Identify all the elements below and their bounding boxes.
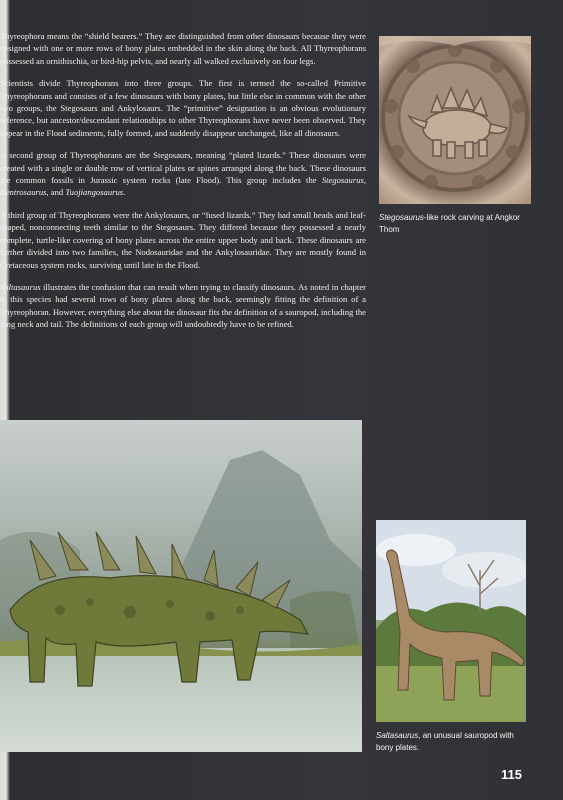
separator: , <box>363 175 366 186</box>
saltasaurus-photo <box>376 520 526 722</box>
paragraph-three-groups <box>0 77 366 139</box>
genus-name: Saltasaurus <box>0 281 41 292</box>
caption-genus: Saltasaurus <box>376 731 419 740</box>
paragraph-text: Scientists divide Thyreophorans into three groups. The first is termed the so-called Primitive Thyreophorans and consists of a few dinosaurs with bony plates, but little else in common with the other two groups, the Stegosaurs and Ankylosaurs. The “primitive” designation is an obvious evolutionary reference, but ancestor/descendant relationships to other Thyreophorans have never been observed. They appear in the Flood sediments, fully formed, and suddenly disappear unchanged, like all dinosaurs. <box>0 78 366 138</box>
stegosaurus-carving-photo <box>379 36 531 204</box>
genus-name: Stegosaurus <box>321 175 364 186</box>
separator: , and <box>46 187 66 198</box>
kentrosaurus-illustration <box>0 420 362 752</box>
saltasaurus-caption <box>376 730 531 754</box>
genus-name: Tuojiangosaurus <box>65 187 124 198</box>
genus-name: Kentrosaurus <box>0 187 47 198</box>
caption-genus: Stegosaurus <box>379 213 424 222</box>
caption-text: -like rock carving at Angkor Thom <box>379 213 520 234</box>
paragraph-text: A second group of Thyreophorans are the Stegosaurs, meaning “plated lizards.” These dinosaurs were created with a single or double row of vertical plates or spines arranged along the back. These dinosaurs are common fossils in Jurassic system rocks (late Flood). This group includes the <box>0 150 366 186</box>
paragraph-saltasaurus <box>0 281 366 331</box>
main-text-column <box>0 30 366 341</box>
separator: . <box>123 187 126 198</box>
paragraph-text: illustrates the confusion that can result when trying to classify dinosaurs. As noted in chapter 6, this species had several rows of bony plates along the back, seemingly fitting the definition of a Thyreophoran. However, everything else about the dinosaur fits the definition of a sauropod, including the long neck and tail. The definitions of each group will undoubtedly have to be refined. <box>0 281 366 330</box>
paragraph-ankylosaurs <box>0 209 366 271</box>
paragraph-text: Thyreophora means the “shield bearers.” They are distinguished from other dinosaurs because they were designed with one or more rows of bony plates embedded in the skin along the back. All Thyreophorans possessed an ornithischia, or bird-hip pelvis, and nearly all walked exclusively on four legs. <box>0 31 366 66</box>
carving-caption <box>379 212 534 236</box>
paragraph-thyreophora-definition <box>0 30 366 67</box>
paragraph-text: A third group of Thyreophorans were the Ankylosaurs, or “fused lizards.” They had small heads and leaf-shaped, nonconnecting teeth similar to the Stegosaurs. They differed because they possessed a nearly complete, turtle-like covering of bony plates across the entire upper body and back. These dinosaurs are further divided into two families, the Nodosauridae and the Ankylosauridae. They are mostly found in Cretaceous system rocks, surviving until late in the Flood. <box>0 209 366 270</box>
paragraph-stegosaurs <box>0 149 366 199</box>
caption-text: , an unusual sauropod with bony plates. <box>376 731 514 752</box>
page-number: 115 <box>501 767 522 782</box>
